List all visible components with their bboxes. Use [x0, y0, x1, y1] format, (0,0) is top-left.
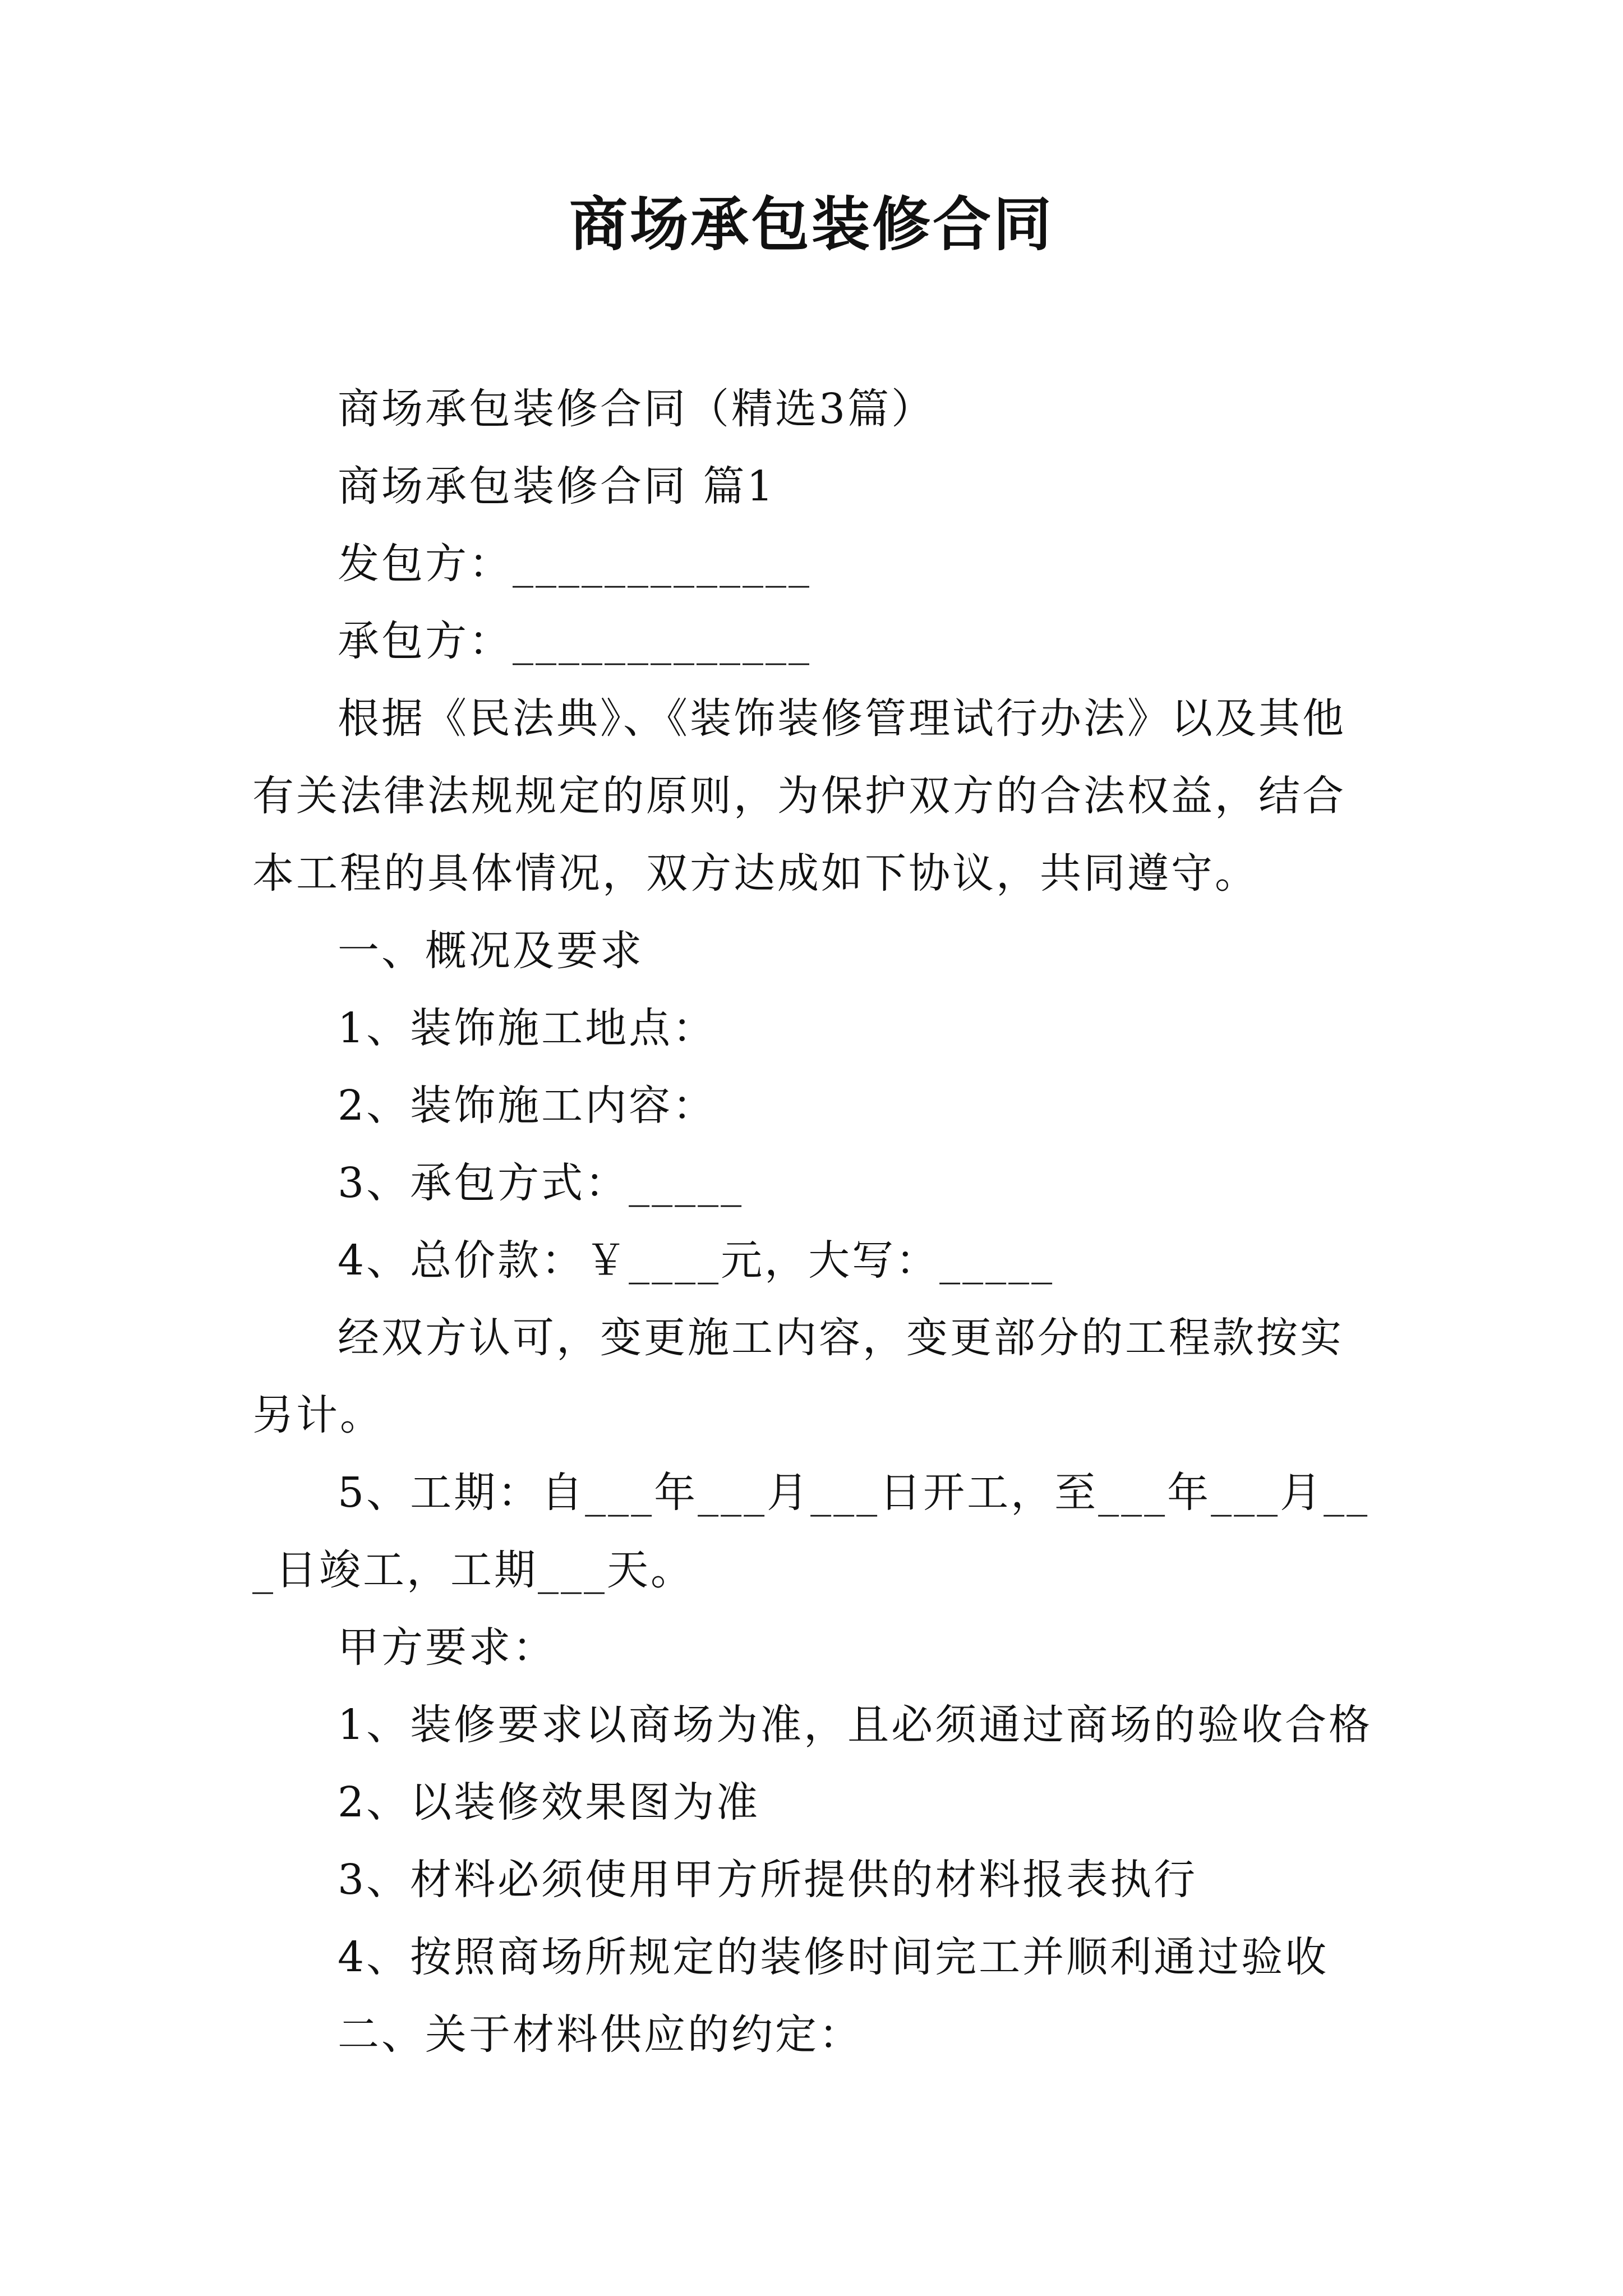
paragraph-requirement-2: 2、以装修效果图为准	[338, 1778, 760, 1826]
paragraph-section-heading: 商场承包装修合同 篇1	[338, 462, 776, 510]
paragraph-preamble: 根据《民法典》、《装饰装修管理试行办法》以及其他有关法律法规规定的原则，为保护双方的合法权益，结合本工程的具体情况，双方达成如下协议，共同遵守。	[252, 694, 1346, 898]
paragraph-employer-field: 发包方：_____________	[338, 540, 811, 588]
paragraph-requirement-4: 4、按照商场所规定的装修时间完工并顺利通过验收	[338, 1933, 1329, 1981]
paragraph-party-a-requirements: 甲方要求：	[338, 1623, 556, 1672]
paragraph-requirement-3: 3、材料必须使用甲方所提供的材料报表执行	[338, 1856, 1198, 1904]
paragraph-item-method: 3、承包方式：_____	[338, 1159, 744, 1207]
paragraph-item-schedule: 5、工期：自___年___月___日开工，至___年___月___日竣工，工期___天。	[252, 1469, 1370, 1594]
paragraph-item-price: 4、总价款：￥____元，大写：_____	[338, 1236, 1055, 1285]
paragraph-requirement-1: 1、装修要求以商场为准，且必须通过商场的验收合格	[338, 1701, 1373, 1749]
document-body	[252, 370, 1385, 2073]
paragraph-item-location: 1、装饰施工地点：	[338, 1004, 717, 1052]
document-title: 商场承包装修合同	[569, 190, 1054, 259]
paragraph-change-note: 经双方认可，变更施工内容，变更部分的工程款按实另计。	[252, 1314, 1344, 1439]
paragraph-clause-2-heading: 二、关于材料供应的约定：	[338, 2010, 863, 2059]
paragraph-subtitle: 商场承包装修合同（精选3篇）	[338, 385, 935, 433]
paragraph-item-content: 2、装饰施工内容：	[338, 1082, 717, 1130]
paragraph-contractor-field: 承包方：_____________	[338, 617, 811, 665]
paragraph-clause-heading: 一、概况及要求	[338, 927, 644, 975]
